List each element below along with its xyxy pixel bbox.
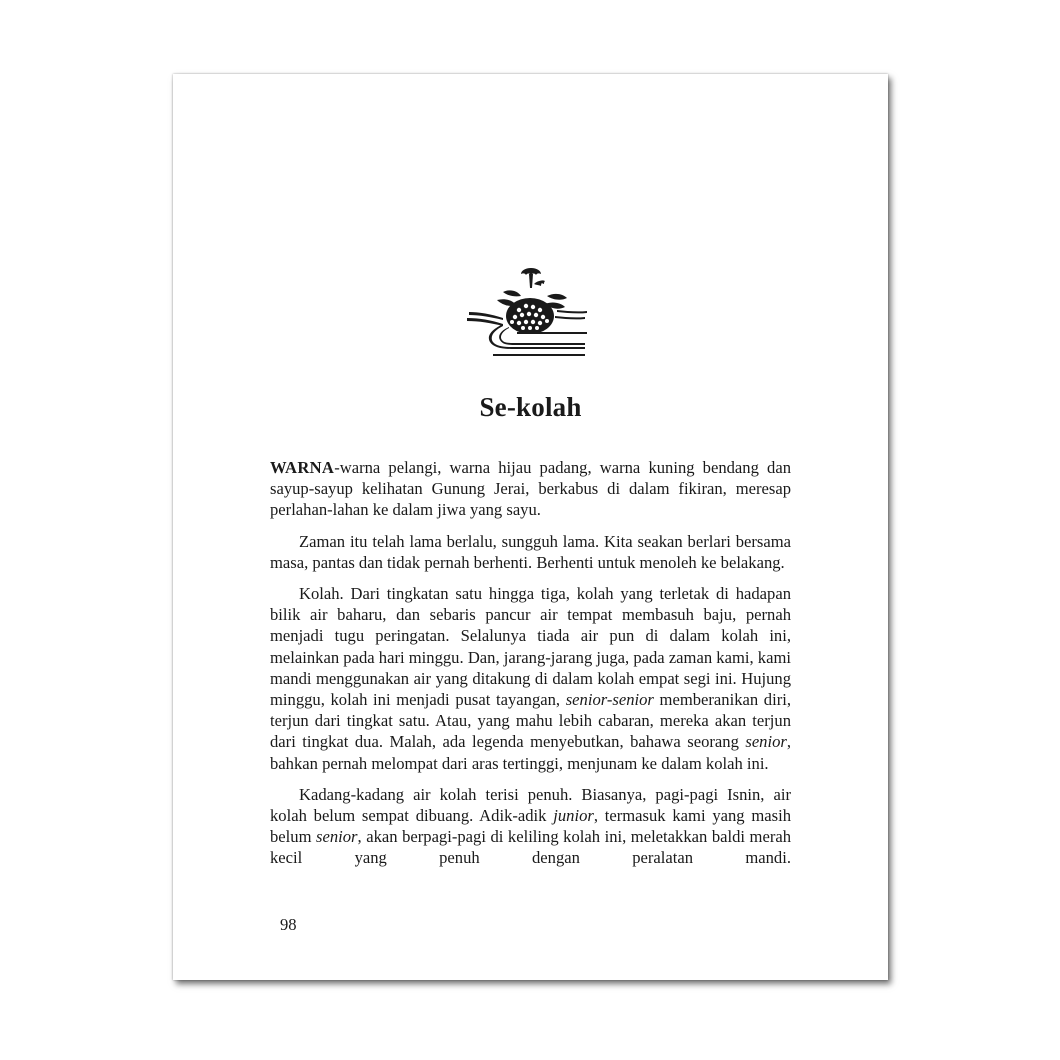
- italic-term: senior: [745, 732, 787, 752]
- paragraph-1: [270, 457, 791, 521]
- paragraph-text: , akan berpagi-pagi di keliling kolah ini, meletakkan baldi merah kecil yang penuh dengan peralatan mandi.: [270, 827, 792, 868]
- paragraph-text: , termasuk kami yang masih belum: [270, 806, 792, 847]
- paragraph-text: Kolah. Dari tingkatan satu hingga tiga, kolah yang terletak di hadapan bilik air baharu, dan sebaris pancur air tempat membasuh baju, pernah menjadi tugu peringatan. Selalunya tiada air pun di dalam kolah ini, melainkan pada hari minggu. Dan, jarang-jarang juga, pada zaman kami, kami mandi menggunakan air yang ditakung di dalam kolah empat segi ini. Hujung minggu, kolah ini menjadi pusat tayangan,: [270, 584, 791, 710]
- paragraph-text: Kadang-kadang air kolah terisi penuh. Biasanya, pagi-pagi Isnin, air kolah belum sempat dibuang. Adik-adik: [270, 784, 791, 826]
- italic-term: senior: [316, 827, 358, 847]
- book-page: [173, 74, 888, 980]
- lotus-pond-ornament-icon: [463, 266, 593, 362]
- italic-term: senior-senior: [565, 690, 654, 710]
- chapter-body: [270, 457, 791, 879]
- paragraph-4: [270, 784, 791, 869]
- paragraph-text: , bahkan pernah melompat dari aras tertinggi, menjunam ke dalam kolah ini.: [270, 732, 791, 773]
- paragraph-text: Zaman itu telah lama berlalu, sungguh lama. Kita seakan berlari bersama masa, pantas dan tidak pernah berhenti. Berhenti untuk menoleh ke belakang.: [270, 531, 791, 572]
- paragraph-2: [270, 531, 791, 573]
- lead-word: WARNA: [270, 458, 335, 477]
- paragraph-text: -warna pelangi, warna hijau padang, warna kuning bendang dan sayup-sayup kelihatan Gunung Jerai, berkabus di dalam fikiran, meresap perlahan-lahan ke dalam jiwa yang sayu.: [270, 458, 791, 520]
- paragraph-3: [270, 583, 791, 774]
- chapter-title: Se-kolah: [479, 392, 582, 422]
- italic-term: junior: [553, 806, 594, 826]
- paragraph-text: memberanikan diri, terjun dari tingkat satu. Atau, yang mahu lebih cabaran, mereka akan terjun dari tingkat dua. Malah, ada legenda menyebutkan, bahawa seorang: [270, 690, 791, 752]
- page-number: 98: [280, 915, 297, 934]
